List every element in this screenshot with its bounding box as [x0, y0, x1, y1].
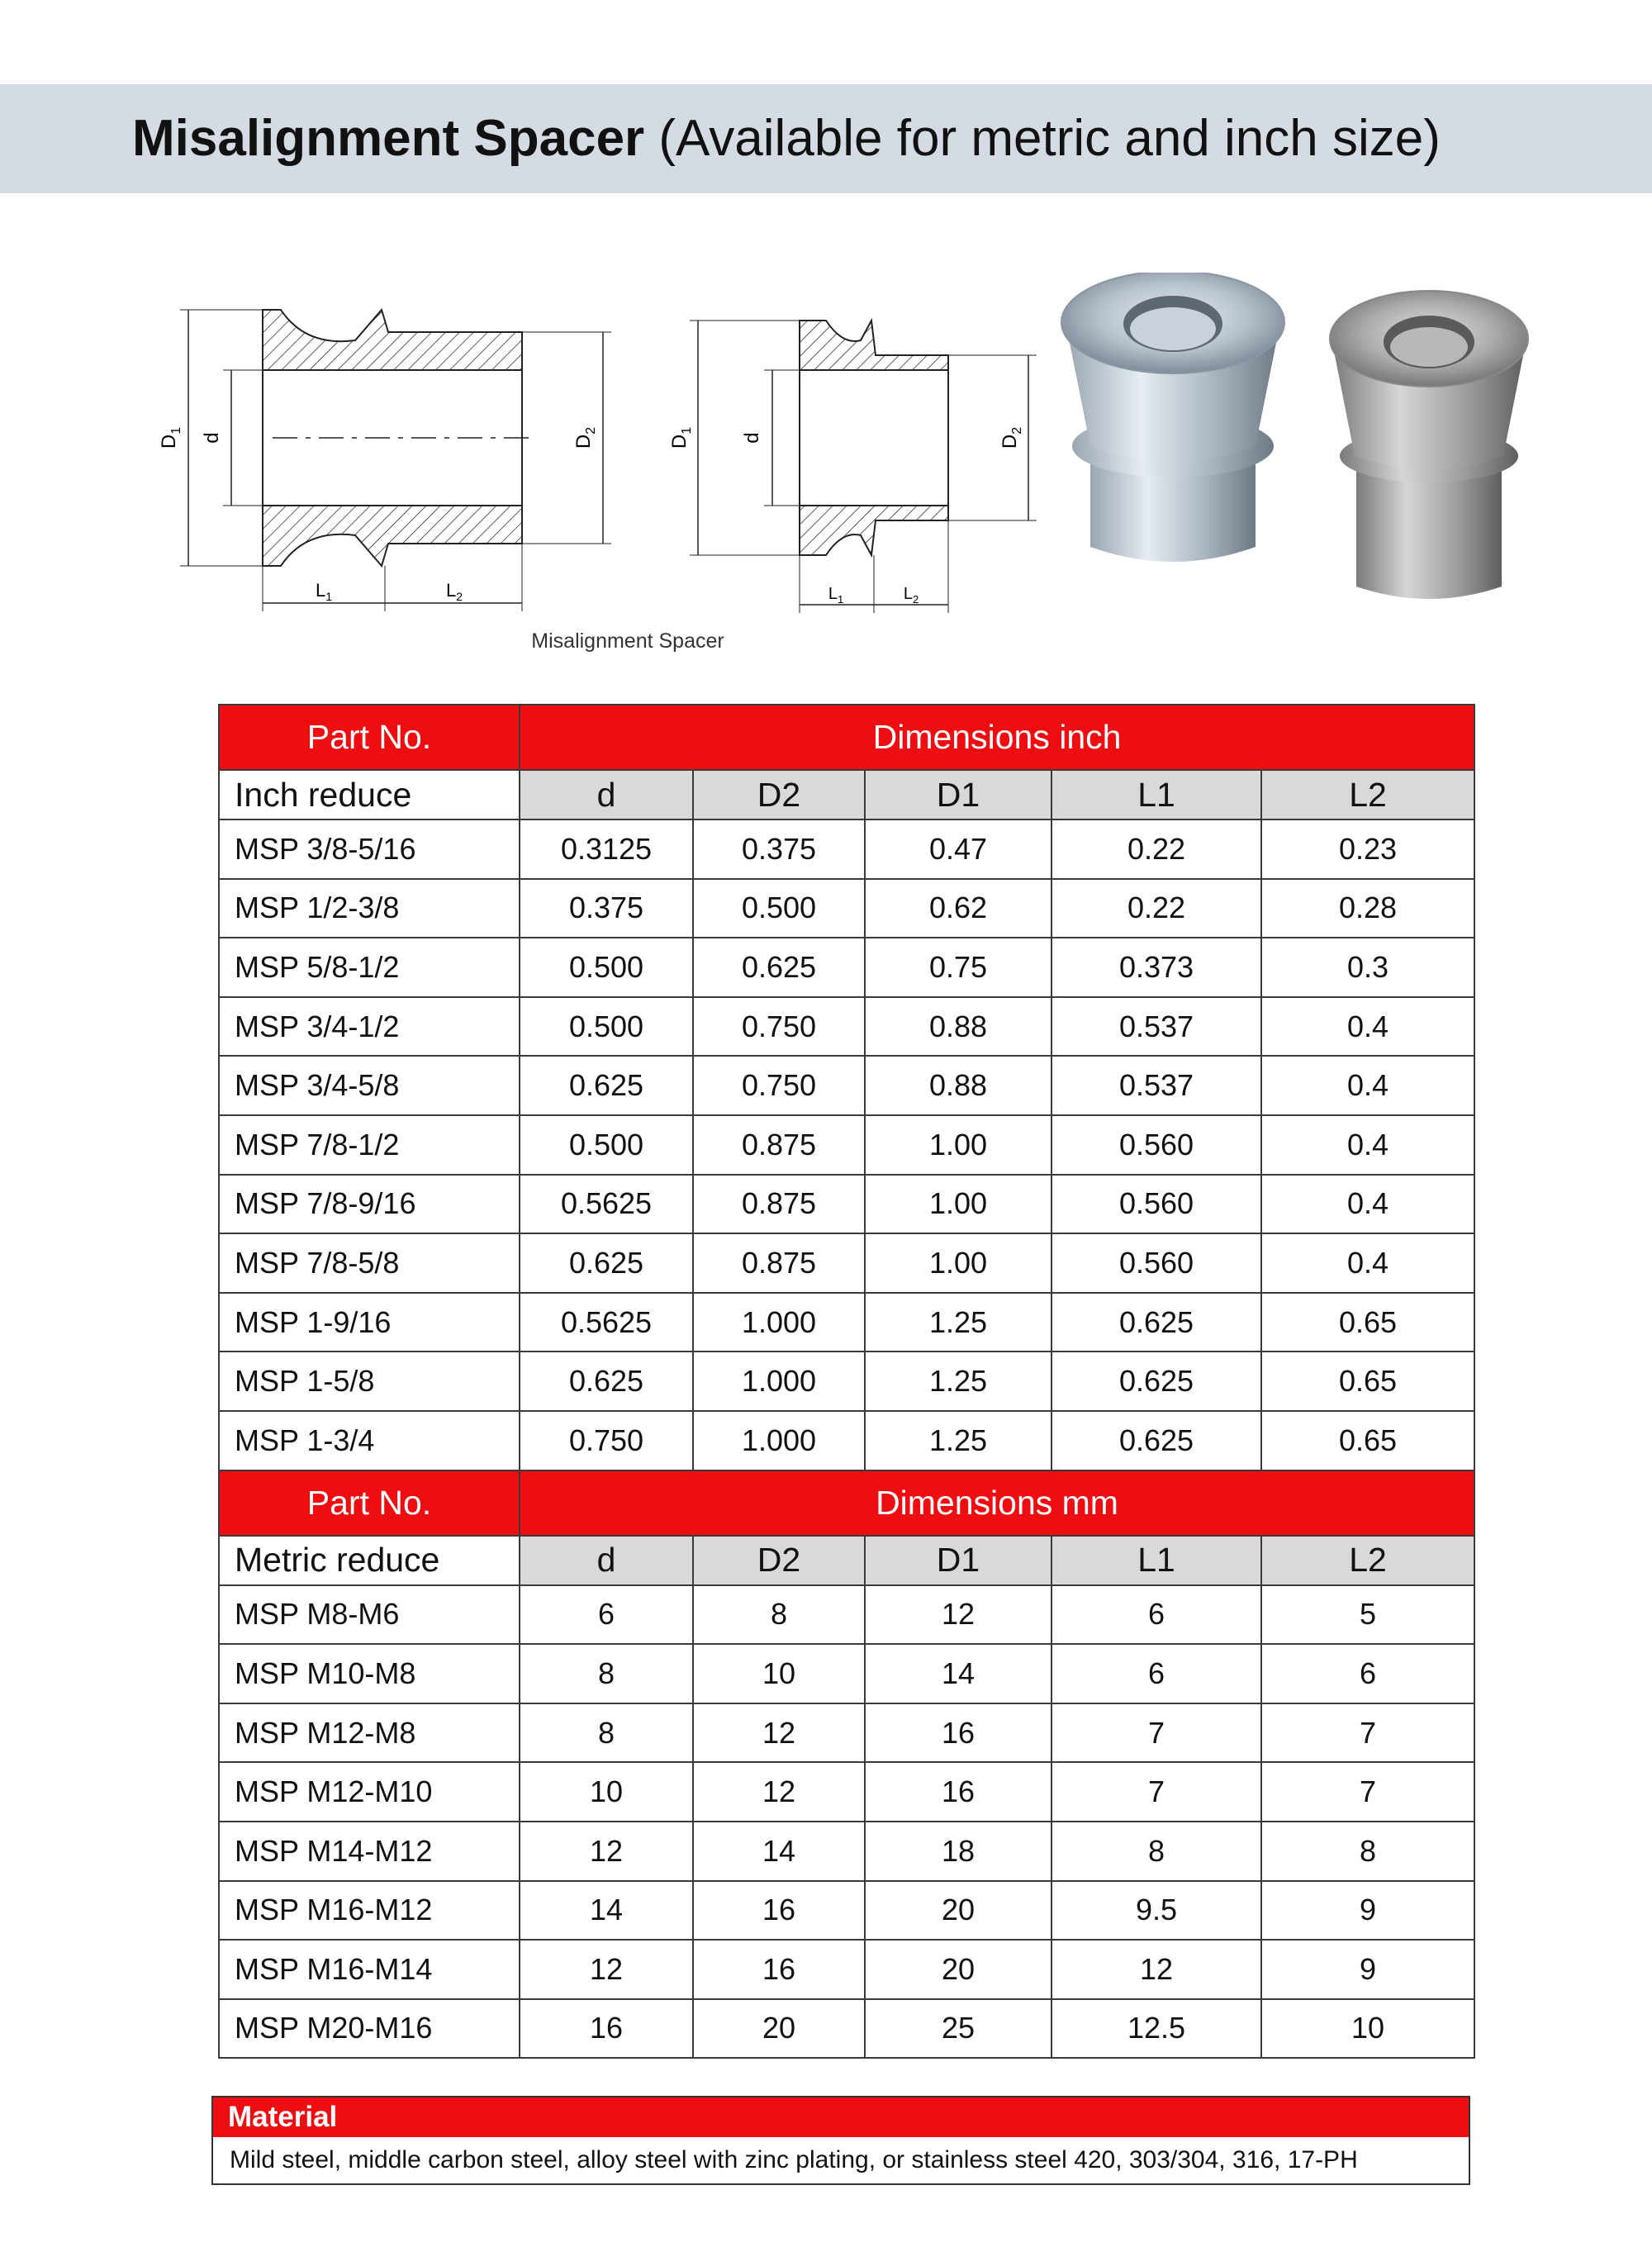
column-header: L1	[1051, 1536, 1261, 1585]
page-title	[132, 84, 1441, 193]
part-number-cell: MSP M8-M6	[219, 1585, 520, 1645]
column-header: d	[520, 1536, 693, 1585]
dimension-cell: 1.25	[865, 1293, 1051, 1352]
table-row	[219, 1999, 1474, 2059]
metric-part-header: Part No.	[219, 1470, 520, 1536]
part-number-cell: MSP M20-M16	[219, 1999, 520, 2059]
table-row	[219, 819, 1474, 879]
table-row	[219, 1115, 1474, 1175]
dimension-cell: 8	[520, 1644, 693, 1703]
column-header: L1	[1051, 770, 1261, 819]
title-bar	[0, 84, 1652, 193]
dimension-cell: 0.875	[693, 1175, 865, 1234]
dimension-cell: 0.23	[1261, 819, 1474, 879]
dimension-cell: 14	[693, 1822, 865, 1881]
table-row	[219, 1175, 1474, 1234]
dimension-cell: 0.3	[1261, 938, 1474, 997]
part-number-cell: MSP 7/8-9/16	[219, 1175, 520, 1234]
dimension-cell: 8	[1261, 1822, 1474, 1881]
dimension-cell: 10	[693, 1644, 865, 1703]
part-number-cell: MSP M12-M8	[219, 1703, 520, 1763]
dimension-cell: 6	[1261, 1644, 1474, 1703]
dimension-cell: 0.373	[1051, 938, 1261, 997]
dimension-cell: 16	[520, 1999, 693, 2059]
dimension-cell: 6	[520, 1585, 693, 1645]
dimension-cell: 0.4	[1261, 1115, 1474, 1175]
dimension-cell: 7	[1051, 1762, 1261, 1822]
metric-table	[219, 1470, 1474, 2059]
dimension-cell: 0.75	[865, 938, 1051, 997]
dimension-cell: 0.625	[693, 938, 865, 997]
table-row	[219, 1703, 1474, 1763]
column-header: L2	[1261, 770, 1474, 819]
dimension-cell: 0.625	[1051, 1352, 1261, 1411]
dimension-cell: 1.00	[865, 1175, 1051, 1234]
dimension-cell: 0.5625	[520, 1175, 693, 1234]
column-header: D1	[865, 770, 1051, 819]
column-header: L2	[1261, 1536, 1474, 1585]
dimension-cell: 12	[520, 1822, 693, 1881]
part-number-cell: MSP M16-M14	[219, 1940, 520, 1999]
dimension-cell: 6	[1051, 1585, 1261, 1645]
dimension-cell: 12	[693, 1703, 865, 1763]
dimension-cell: 16	[865, 1762, 1051, 1822]
table-row	[219, 1644, 1474, 1703]
dimension-cell: 1.00	[865, 1115, 1051, 1175]
figure-area	[0, 273, 1652, 677]
inch-row-label: Inch reduce	[219, 770, 520, 819]
dimension-cell: 0.625	[520, 1352, 693, 1411]
dimension-cell: 0.4	[1261, 1056, 1474, 1115]
dimension-cell: 1.00	[865, 1233, 1051, 1293]
dimension-cell: 0.625	[1051, 1411, 1261, 1470]
dimension-cell: 1.000	[693, 1411, 865, 1470]
dimension-cell: 12	[1051, 1940, 1261, 1999]
table-row	[219, 997, 1474, 1057]
dimension-cell: 9	[1261, 1881, 1474, 1941]
table-row	[219, 1056, 1474, 1115]
material-box	[211, 2096, 1470, 2185]
dimension-cell: 16	[693, 1881, 865, 1941]
table-row	[219, 1762, 1474, 1822]
dimension-cell: 1.000	[693, 1352, 865, 1411]
dimension-cell: 0.62	[865, 879, 1051, 938]
photo-stainless-spacer	[1330, 291, 1528, 599]
part-number-cell: MSP M16-M12	[219, 1881, 520, 1941]
inch-table	[219, 705, 1474, 1470]
spec-table	[218, 704, 1475, 2059]
dimension-cell: 0.500	[693, 879, 865, 938]
label-D1-large: $D_1$	[158, 426, 183, 449]
dimension-cell: 9	[1261, 1940, 1474, 1999]
dimension-cell: 0.537	[1051, 997, 1261, 1057]
table-row	[219, 1411, 1474, 1470]
dimension-cell: 14	[520, 1881, 693, 1941]
part-number-cell: MSP 3/4-5/8	[219, 1056, 520, 1115]
dimension-cell: 10	[1261, 1999, 1474, 2059]
section-drawing-small	[668, 321, 1037, 613]
dimension-cell: 18	[865, 1822, 1051, 1881]
dimension-cell: 0.4	[1261, 1175, 1474, 1234]
dimension-cell: 0.560	[1051, 1115, 1261, 1175]
column-header: D2	[693, 770, 865, 819]
label-D1-small: $D_1$	[668, 426, 694, 449]
table-row	[219, 1293, 1474, 1352]
dimension-cell: 1.25	[865, 1352, 1051, 1411]
page-title-subtitle: (Available for metric and inch size)	[644, 110, 1441, 167]
dimension-cell: 10	[520, 1762, 693, 1822]
dimension-cell: 6	[1051, 1644, 1261, 1703]
dimension-cell: 0.375	[693, 819, 865, 879]
metric-column-header	[219, 1536, 1474, 1585]
part-number-cell: MSP M12-M10	[219, 1762, 520, 1822]
label-L1-large: $L_1$	[315, 580, 333, 603]
column-header: d	[520, 770, 693, 819]
dimension-cell: 1.25	[865, 1411, 1051, 1470]
dimension-cell: 16	[693, 1940, 865, 1999]
dimension-cell: 12	[865, 1585, 1051, 1645]
dimension-cell: 0.65	[1261, 1352, 1474, 1411]
dimension-cell: 0.875	[693, 1233, 865, 1293]
table-row	[219, 1881, 1474, 1941]
dimension-cell: 5	[1261, 1585, 1474, 1645]
dimension-cell: 0.750	[693, 1056, 865, 1115]
dimension-cell: 8	[1051, 1822, 1261, 1881]
part-number-cell: MSP 7/8-5/8	[219, 1233, 520, 1293]
dimension-cell: 20	[865, 1940, 1051, 1999]
column-header: D2	[693, 1536, 865, 1585]
label-L1-small: $L_1$	[828, 585, 844, 606]
dimension-cell: 0.4	[1261, 997, 1474, 1057]
dimension-cell: 0.625	[520, 1233, 693, 1293]
dimension-cell: 0.560	[1051, 1233, 1261, 1293]
dimension-cell: 16	[865, 1703, 1051, 1763]
dimension-cell: 0.625	[1051, 1293, 1261, 1352]
dimension-cell: 0.750	[520, 1411, 693, 1470]
section-drawing-large	[158, 310, 611, 611]
dimension-cell: 20	[693, 1999, 865, 2059]
dimension-cell: 12.5	[1051, 1999, 1261, 2059]
table-row	[219, 1940, 1474, 1999]
dimension-cell: 8	[520, 1703, 693, 1763]
material-text: Mild steel, middle carbon steel, alloy steel with zinc plating, or stainless steel 420, 303/304, 316, 17-PH	[230, 2146, 1358, 2173]
dimension-cell: 0.5625	[520, 1293, 693, 1352]
table-row	[219, 879, 1474, 938]
dimension-cell: 14	[865, 1644, 1051, 1703]
label-d-large: d	[201, 432, 223, 444]
dimension-cell: 7	[1051, 1703, 1261, 1763]
photo-zinc-plated-spacer	[1061, 273, 1284, 562]
label-L2-small: $L_2$	[903, 585, 919, 606]
dimension-cell: 8	[693, 1585, 865, 1645]
label-D2-large: $D_2$	[572, 426, 598, 449]
material-heading: Material	[213, 2097, 1469, 2137]
dimension-cell: 0.28	[1261, 879, 1474, 938]
dimension-cell: 0.500	[520, 938, 693, 997]
dimension-cell: 0.750	[693, 997, 865, 1057]
dimension-cell: 0.88	[865, 997, 1051, 1057]
technical-drawing-and-photos	[0, 273, 1652, 677]
dimension-cell: 0.47	[865, 819, 1051, 879]
dimension-cell: 0.500	[520, 1115, 693, 1175]
table-row	[219, 1585, 1474, 1645]
dimension-cell: 7	[1261, 1762, 1474, 1822]
dimension-cell: 0.65	[1261, 1293, 1474, 1352]
label-D2-small: $D_2$	[999, 426, 1024, 449]
part-number-cell: MSP 1-3/4	[219, 1411, 520, 1470]
table-row	[219, 1822, 1474, 1881]
dimension-cell: 0.560	[1051, 1175, 1261, 1234]
dimension-cell: 0.375	[520, 879, 693, 938]
dimension-cell: 0.500	[520, 997, 693, 1057]
dimension-cell: 0.537	[1051, 1056, 1261, 1115]
part-number-cell: MSP 7/8-1/2	[219, 1115, 520, 1175]
part-number-cell: MSP 3/8-5/16	[219, 819, 520, 879]
table-row	[219, 1352, 1474, 1411]
part-number-cell: MSP M10-M8	[219, 1644, 520, 1703]
dimension-cell: 12	[520, 1940, 693, 1999]
metric-dims-header: Dimensions mm	[520, 1470, 1474, 1536]
inch-dims-header: Dimensions inch	[520, 705, 1474, 770]
dimension-cell: 0.875	[693, 1115, 865, 1175]
inch-column-header	[219, 770, 1474, 819]
dimension-cell: 0.65	[1261, 1411, 1474, 1470]
dimension-cell: 1.000	[693, 1293, 865, 1352]
dimension-cell: 25	[865, 1999, 1051, 2059]
page-title-bold: Misalignment Spacer	[132, 110, 645, 167]
part-number-cell: MSP 5/8-1/2	[219, 938, 520, 997]
dimension-cell: 0.88	[865, 1056, 1051, 1115]
label-d-small: d	[741, 432, 763, 444]
dimension-cell: 0.22	[1051, 879, 1261, 938]
part-number-cell: MSP 3/4-1/2	[219, 997, 520, 1057]
dimension-cell: 0.625	[520, 1056, 693, 1115]
inch-section-header	[219, 705, 1474, 770]
dimension-cell: 9.5	[1051, 1881, 1261, 1941]
part-number-cell: MSP 1/2-3/8	[219, 879, 520, 938]
dimension-cell: 12	[693, 1762, 865, 1822]
dimension-cell: 0.3125	[520, 819, 693, 879]
label-L2-large: $L_2$	[445, 580, 463, 603]
dimension-cell: 0.22	[1051, 819, 1261, 879]
inch-part-header: Part No.	[219, 705, 520, 770]
part-number-cell: MSP 1-9/16	[219, 1293, 520, 1352]
part-number-cell: MSP 1-5/8	[219, 1352, 520, 1411]
table-row	[219, 938, 1474, 997]
metric-section-header	[219, 1470, 1474, 1536]
column-header: D1	[865, 1536, 1051, 1585]
table-row	[219, 1233, 1474, 1293]
dimension-cell: 0.4	[1261, 1233, 1474, 1293]
metric-row-label: Metric reduce	[219, 1536, 520, 1585]
dimension-cell: 20	[865, 1881, 1051, 1941]
dimension-cell: 7	[1261, 1703, 1474, 1763]
part-number-cell: MSP M14-M12	[219, 1822, 520, 1881]
drawing-caption: Misalignment Spacer	[531, 629, 724, 653]
